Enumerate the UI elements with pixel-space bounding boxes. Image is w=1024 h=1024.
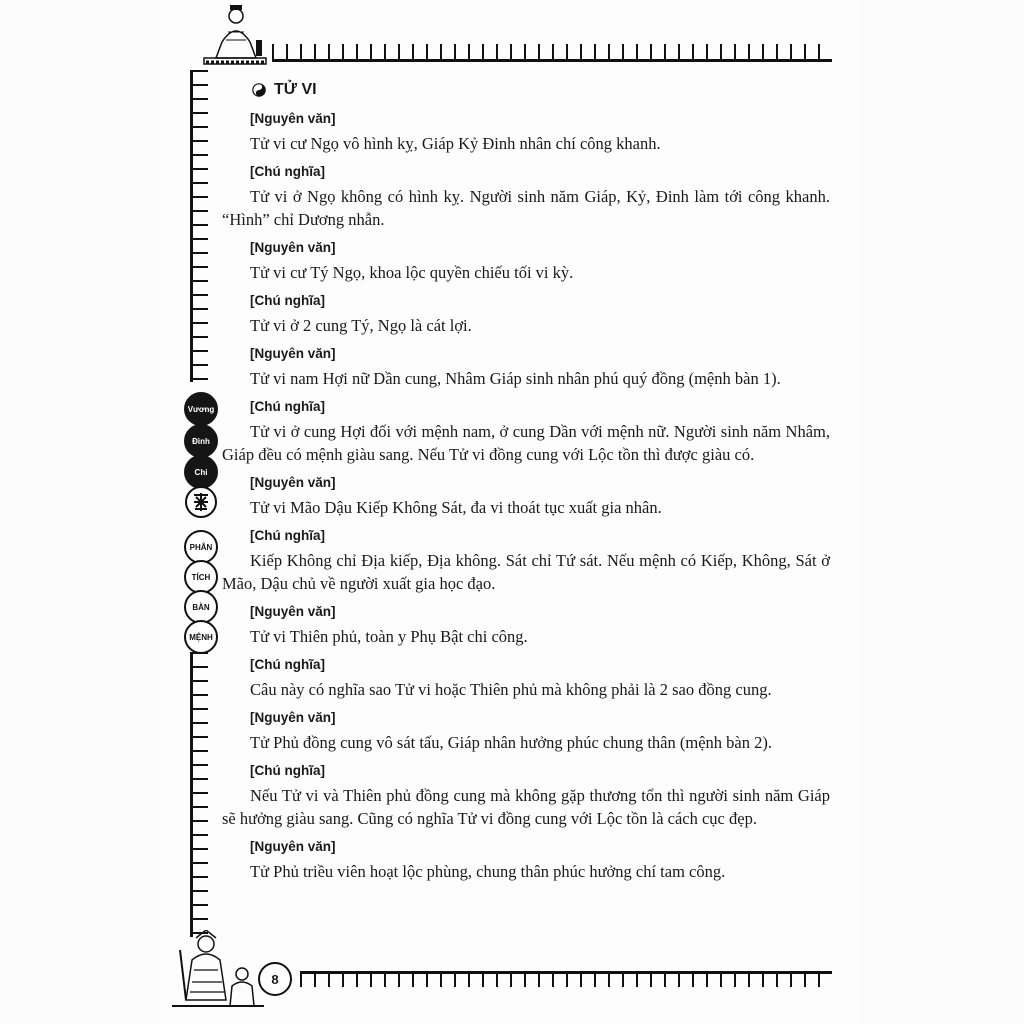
entry-text: Tử Phủ đồng cung vô sát tấu, Giáp nhân hưởng phúc chung thân (mệnh bàn 2).: [250, 733, 772, 752]
entry-text: Tử vi Mão Dậu Kiếp Không Sát, đa vi thoát tục xuất gia nhân.: [250, 498, 662, 517]
greek-key-border-top: [272, 44, 832, 62]
page-content: [222, 106, 830, 887]
entry-label: [Chú nghĩa]: [250, 657, 325, 672]
seal-emblem-icon: [184, 485, 218, 519]
entry-label: [Nguyên văn]: [250, 240, 336, 255]
entry-text: Nếu Tử vi và Thiên phủ đồng cung mà không gặp thương tổn thì người sinh năm Giáp sẽ hưởng giàu sang. Cũng có nghĩa Tử vi đồng cung với Lộc tồn là cách cục đẹp.: [222, 786, 830, 828]
yin-yang-icon: [252, 83, 266, 97]
side-medal-ban: BÀN: [184, 590, 218, 624]
entry-label: [Chú nghĩa]: [250, 399, 325, 414]
entry-label: [Chú nghĩa]: [250, 164, 325, 179]
entry-label: [Nguyên văn]: [250, 346, 336, 361]
greek-key-border-left-top: [190, 70, 208, 382]
scholar-illustration-icon: [200, 2, 270, 68]
entry-label: [Nguyên văn]: [250, 475, 336, 490]
entry-label: [Nguyên văn]: [250, 111, 336, 126]
page-number: 8: [258, 962, 292, 996]
greek-key-border-bottom: [300, 971, 832, 987]
side-medal-tich: TÍCH: [184, 560, 218, 594]
entry-text: Tử vi nam Hợi nữ Dần cung, Nhâm Giáp sinh nhân phú quý đồng (mệnh bàn 1).: [250, 369, 781, 388]
entry-label: [Nguyên văn]: [250, 710, 336, 725]
entry-text: Kiếp Không chỉ Địa kiếp, Địa không. Sát chỉ Tứ sát. Nếu mệnh có Kiếp, Không, Sát ở Mão, Dậu chủ về người xuất gia học đạo.: [222, 551, 830, 593]
entry-label: [Nguyên văn]: [250, 604, 336, 619]
entry-text: Câu này có nghĩa sao Tử vi hoặc Thiên phủ mà không phải là 2 sao đồng cung.: [250, 680, 772, 699]
entry-text: Tử vi ở cung Hợi đối với mệnh nam, ở cung Dần với mệnh nữ. Người sinh năm Nhâm, Giáp đều có mệnh giàu sang. Nếu Tử vi đồng cung với Lộc tồn thì được giàu có.: [222, 422, 830, 464]
section-title-text: TỬ VI: [274, 81, 317, 98]
entry-text: Tử Phủ triều viên hoạt lộc phùng, chung thân phúc hưởng chí tam công.: [250, 862, 726, 881]
side-medal-chi: Chi: [184, 455, 218, 489]
entry-text: Tử vi ở Ngọ không có hình kỵ. Người sinh năm Giáp, Kỷ, Đinh làm tới công khanh. “Hình” chỉ Dương nhẫn.: [222, 187, 830, 229]
side-medal-phan: PHÂN: [184, 530, 218, 564]
entry-text: Tử vi ở 2 cung Tý, Ngọ là cát lợi.: [250, 316, 472, 335]
warrior-illustration-icon: [172, 930, 264, 1010]
entry-label: [Chú nghĩa]: [250, 763, 325, 778]
section-title: [252, 78, 317, 102]
entry-label: [Nguyên văn]: [250, 839, 336, 854]
entry-label: [Chú nghĩa]: [250, 293, 325, 308]
entry-text: Tử vi cư Ngọ vô hình kỵ, Giáp Kỷ Đinh nhân chí công khanh.: [250, 134, 661, 153]
side-medal-menh: MỆNH: [184, 620, 218, 654]
greek-key-border-left-bottom: [190, 652, 208, 937]
entry-text: Tử vi cư Tý Ngọ, khoa lộc quyền chiếu tối vi kỳ.: [250, 263, 574, 282]
side-medal-vuong: Vương: [184, 392, 218, 426]
entry-text: Tử vi Thiên phủ, toàn y Phụ Bật chi công.: [250, 627, 528, 646]
entry-label: [Chú nghĩa]: [250, 528, 325, 543]
side-medal-dinh: Đình: [184, 424, 218, 458]
